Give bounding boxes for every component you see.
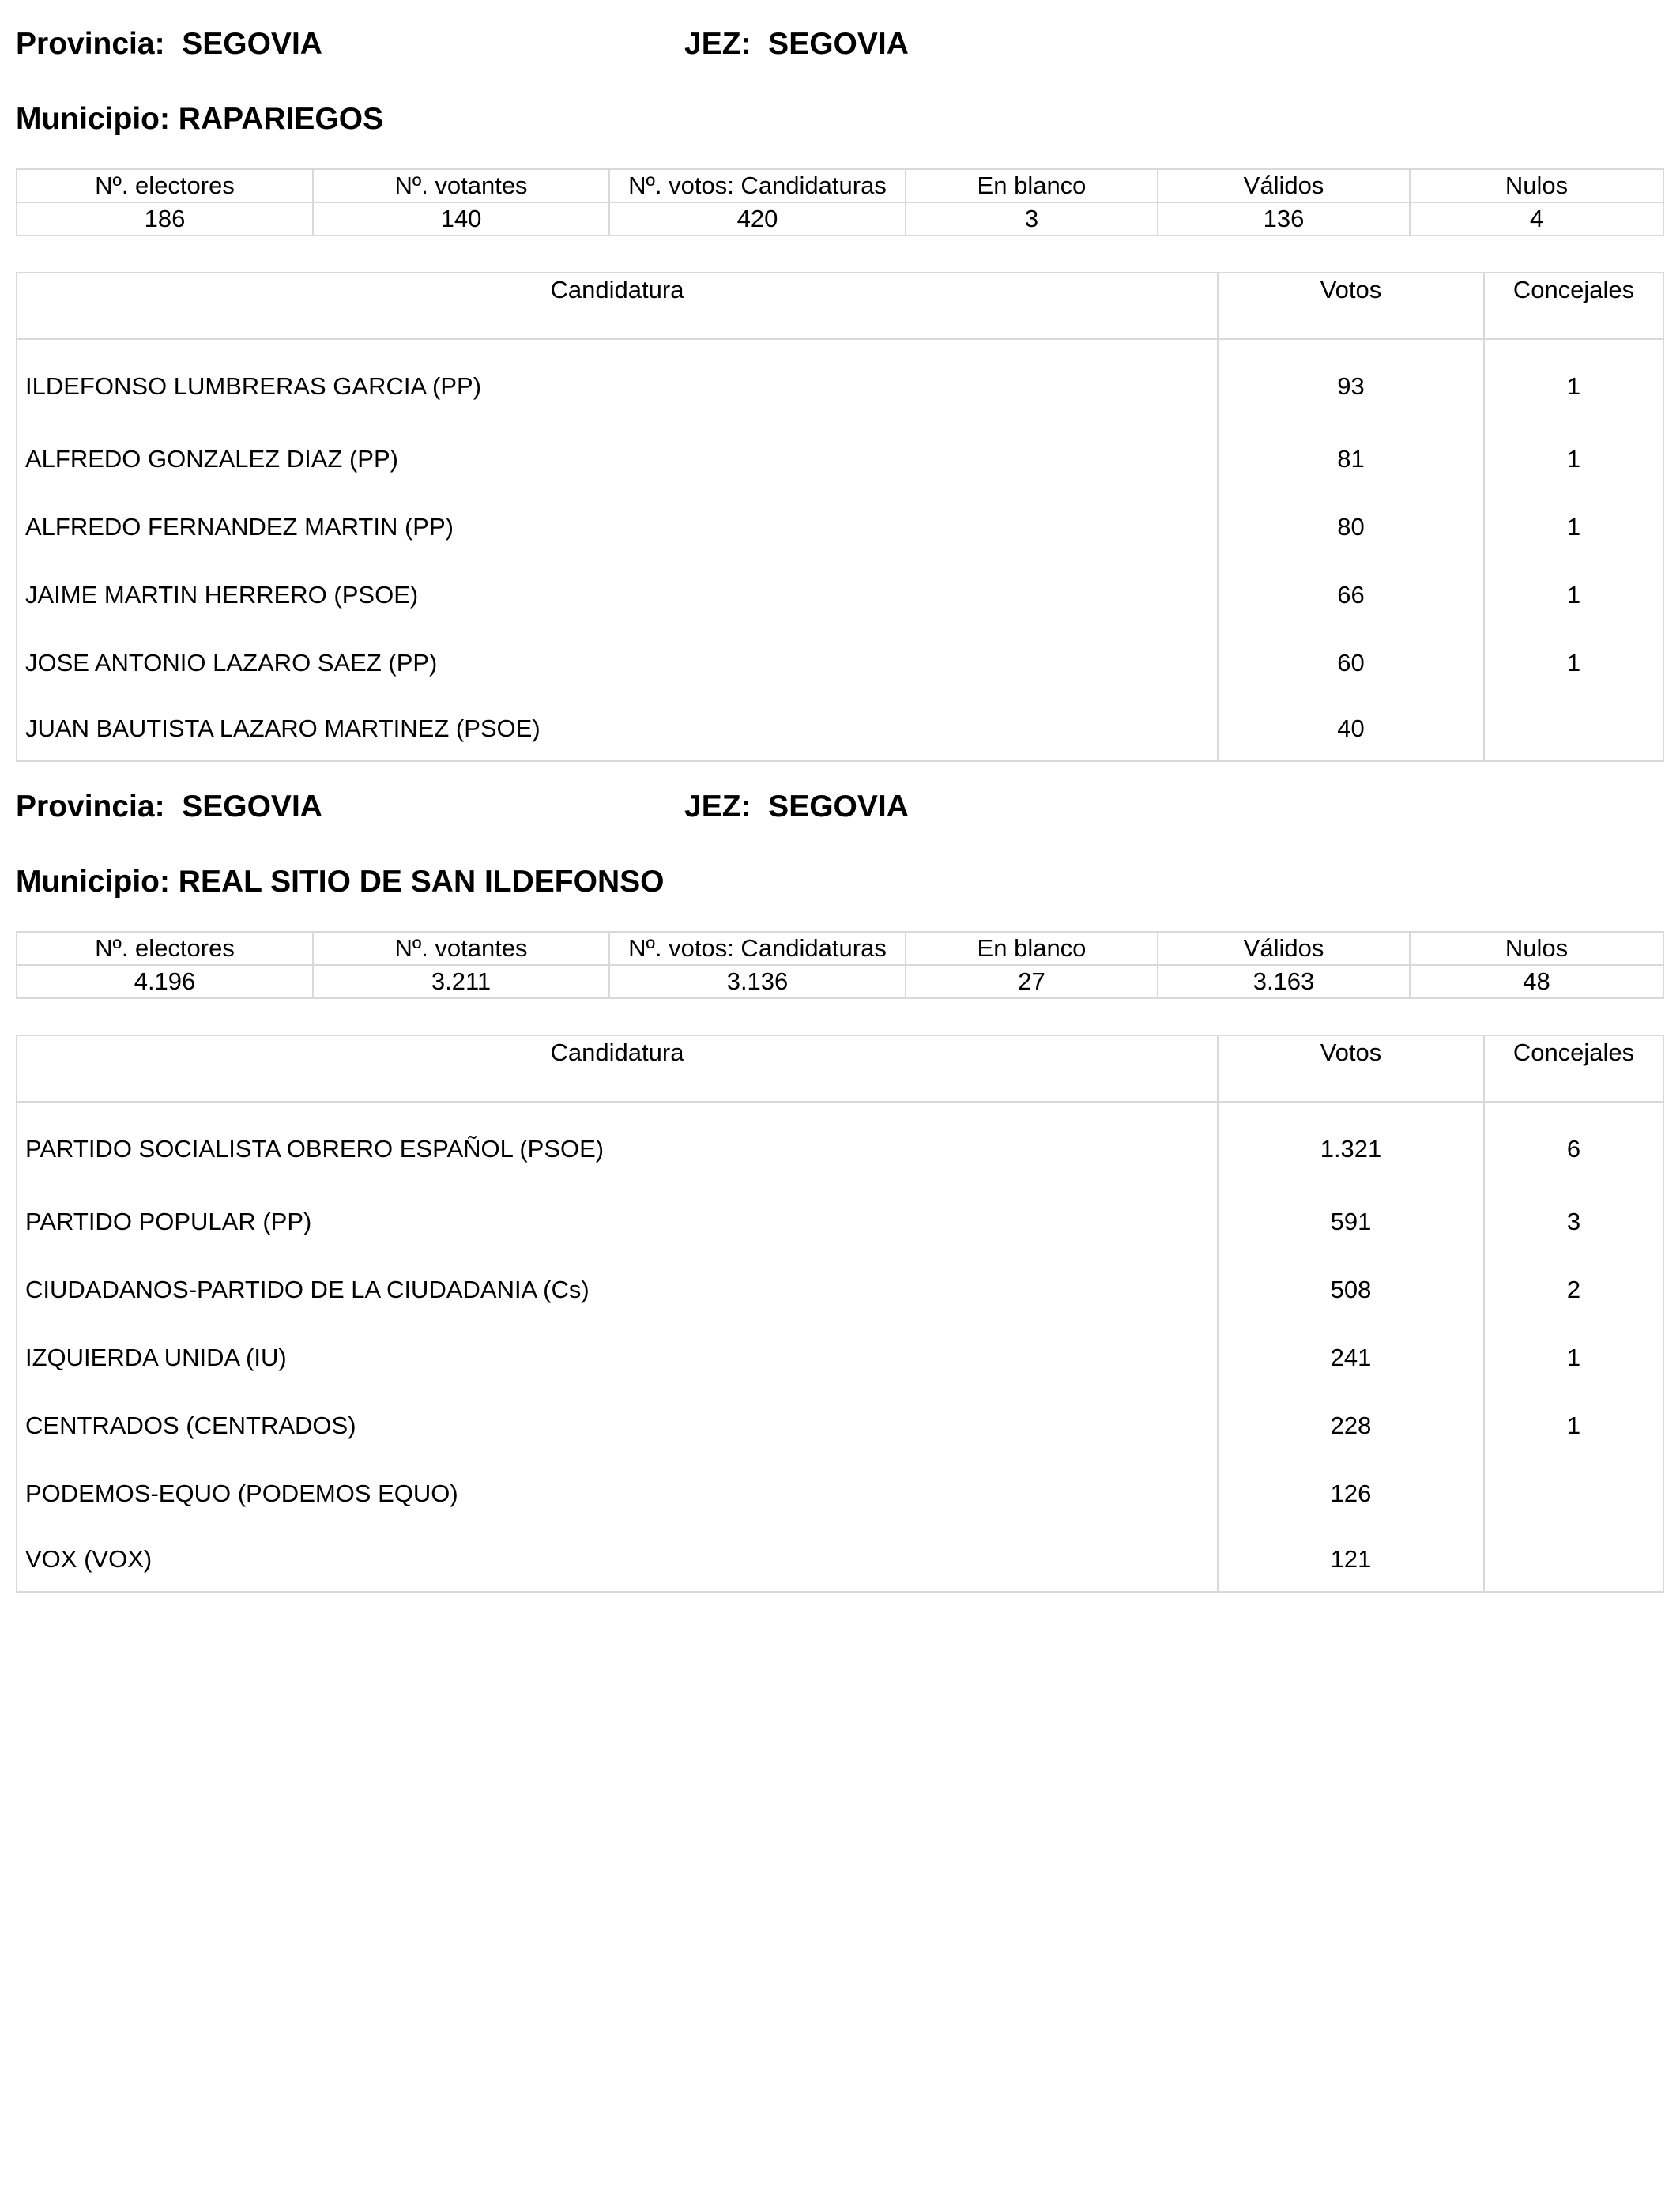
votes-cell: 126 (1218, 1460, 1484, 1528)
votes-cell: 228 (1218, 1392, 1484, 1460)
votes-cell: 1.321 (1218, 1102, 1484, 1188)
candidate-name: ALFREDO GONZALEZ DIAZ (PP) (17, 425, 1218, 493)
candidate-name: JUAN BAUTISTA LAZARO MARTINEZ (PSOE) (17, 697, 1218, 761)
votes-cell: 40 (1218, 697, 1484, 761)
jez-label: JEZ: SEGOVIA (684, 27, 909, 61)
seats-cell (1484, 697, 1663, 761)
votos-header: Votos (1218, 273, 1484, 339)
candidatura-header: Candidatura (17, 273, 1218, 339)
votes-cell: 508 (1218, 1256, 1484, 1324)
votos-header: Votos (1218, 1035, 1484, 1102)
summary-header-row (17, 169, 1663, 202)
candidate-name: JAIME MARTIN HERRERO (PSOE) (17, 561, 1218, 629)
jez-label: JEZ: SEGOVIA (684, 790, 909, 824)
results-header-row (17, 1035, 1663, 1102)
table-row (17, 1256, 1663, 1324)
seats-cell: 1 (1484, 425, 1663, 493)
table-row (17, 629, 1663, 697)
summary-value-cell: 3 (906, 202, 1158, 236)
summary-header-cell: En blanco (906, 932, 1158, 965)
municipio-label: Municipio: REAL SITIO DE SAN ILDEFONSO (16, 865, 665, 899)
provincia-label: Provincia: SEGOVIA (16, 27, 322, 61)
summary-header-cell: Nº. votantes (313, 169, 609, 202)
table-row (17, 1102, 1663, 1188)
candidatura-header: Candidatura (17, 1035, 1218, 1102)
summary-value-cell: 186 (17, 202, 313, 236)
seats-cell: 1 (1484, 1324, 1663, 1392)
table-row (17, 339, 1663, 425)
summary-table (16, 931, 1664, 999)
party-name: CIUDADANOS-PARTIDO DE LA CIUDADANIA (Cs) (17, 1256, 1218, 1324)
summary-value-cell: 27 (906, 965, 1158, 998)
votes-cell: 80 (1218, 493, 1484, 561)
candidate-name: JOSE ANTONIO LAZARO SAEZ (PP) (17, 629, 1218, 697)
summary-value-cell: 4.196 (17, 965, 313, 998)
provincia-label: Provincia: SEGOVIA (16, 790, 322, 824)
table-row (17, 1528, 1663, 1592)
results-header-row (17, 273, 1663, 339)
seats-cell: 1 (1484, 339, 1663, 425)
party-name: PODEMOS-EQUO (PODEMOS EQUO) (17, 1460, 1218, 1528)
summary-header-cell: Nulos (1410, 932, 1663, 965)
summary-header-cell: Nº. electores (17, 169, 313, 202)
concejales-header: Concejales (1484, 1035, 1663, 1102)
summary-header-cell: Nº. votos: Candidaturas (609, 169, 906, 202)
votes-cell: 591 (1218, 1188, 1484, 1256)
table-row (17, 1392, 1663, 1460)
table-row (17, 425, 1663, 493)
summary-value-cell: 3.163 (1158, 965, 1410, 998)
table-row (17, 1324, 1663, 1392)
summary-value-cell: 3.136 (609, 965, 906, 998)
table-row (17, 493, 1663, 561)
seats-cell: 1 (1484, 561, 1663, 629)
summary-value-cell: 3.211 (313, 965, 609, 998)
summary-header-cell: Válidos (1158, 169, 1410, 202)
summary-header-cell: Nº. electores (17, 932, 313, 965)
summary-value-cell: 136 (1158, 202, 1410, 236)
party-name: VOX (VOX) (17, 1528, 1218, 1592)
seats-cell: 1 (1484, 1392, 1663, 1460)
table-row (17, 561, 1663, 629)
municipio-label: Municipio: RAPARIEGOS (16, 102, 384, 136)
summary-table (16, 168, 1664, 236)
summary-value-cell: 4 (1410, 202, 1663, 236)
candidate-name: ALFREDO FERNANDEZ MARTIN (PP) (17, 493, 1218, 561)
seats-cell: 3 (1484, 1188, 1663, 1256)
candidate-name: ILDEFONSO LUMBRERAS GARCIA (PP) (17, 339, 1218, 425)
results-table (16, 1035, 1664, 1593)
summary-value-row (17, 965, 1663, 998)
votes-cell: 93 (1218, 339, 1484, 425)
summary-header-cell: Nº. votos: Candidaturas (609, 932, 906, 965)
summary-header-cell: Nº. votantes (313, 932, 609, 965)
summary-header-cell: Nulos (1410, 169, 1663, 202)
seats-cell (1484, 1528, 1663, 1592)
summary-header-row (17, 932, 1663, 965)
seats-cell: 1 (1484, 629, 1663, 697)
votes-cell: 60 (1218, 629, 1484, 697)
concejales-header: Concejales (1484, 273, 1663, 339)
votes-cell: 66 (1218, 561, 1484, 629)
party-name: PARTIDO POPULAR (PP) (17, 1188, 1218, 1256)
party-name: PARTIDO SOCIALISTA OBRERO ESPAÑOL (PSOE) (17, 1102, 1218, 1188)
summary-value-cell: 48 (1410, 965, 1663, 998)
seats-cell: 1 (1484, 493, 1663, 561)
votes-cell: 81 (1218, 425, 1484, 493)
party-name: IZQUIERDA UNIDA (IU) (17, 1324, 1218, 1392)
summary-value-cell: 140 (313, 202, 609, 236)
summary-header-cell: En blanco (906, 169, 1158, 202)
seats-cell: 2 (1484, 1256, 1663, 1324)
table-row (17, 1460, 1663, 1528)
votes-cell: 121 (1218, 1528, 1484, 1592)
results-table (16, 272, 1664, 762)
table-row (17, 697, 1663, 761)
votes-cell: 241 (1218, 1324, 1484, 1392)
seats-cell (1484, 1460, 1663, 1528)
summary-value-row (17, 202, 1663, 236)
table-row (17, 1188, 1663, 1256)
seats-cell: 6 (1484, 1102, 1663, 1188)
summary-value-cell: 420 (609, 202, 906, 236)
party-name: CENTRADOS (CENTRADOS) (17, 1392, 1218, 1460)
summary-header-cell: Válidos (1158, 932, 1410, 965)
